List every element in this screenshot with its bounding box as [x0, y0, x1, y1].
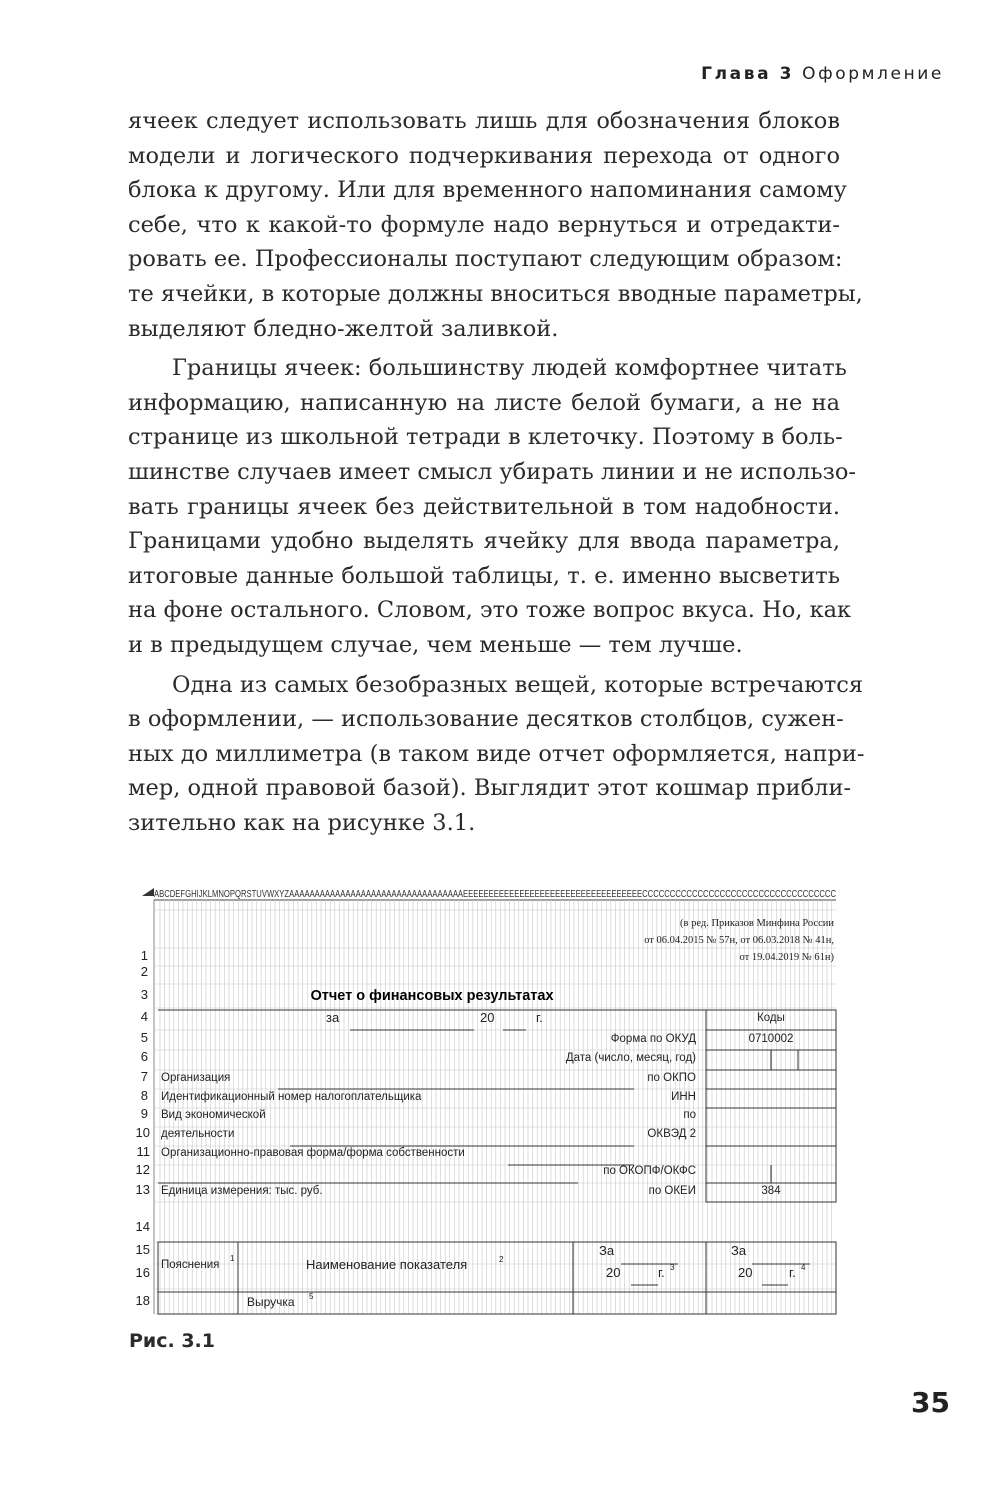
period-for-label: за	[326, 1010, 340, 1025]
paragraph	[128, 351, 857, 662]
indicator-column-header: Наименование показателя	[306, 1257, 468, 1272]
paragraph	[128, 104, 863, 346]
text-line: ровать ее. Профессионалы поступают следующим образом:	[128, 246, 843, 273]
chapter-title: Оформление	[802, 64, 944, 84]
text-line: вать границы ячеек без действительной в том надобности.	[128, 493, 840, 520]
row-number: 10	[135, 1125, 150, 1140]
codes-header: Коды	[757, 1012, 785, 1024]
row-number: 2	[140, 964, 148, 979]
amendment-note-line: от 19.04.2019 № 61н)	[739, 952, 834, 963]
footnote-mark: 4	[801, 1263, 806, 1272]
period-col-1-for: За	[599, 1243, 615, 1258]
page-number: 35	[911, 1386, 950, 1419]
text-line: выделяют бледно-желтой заливкой.	[128, 315, 559, 342]
chapter-label: Глава 3	[701, 64, 795, 84]
period-col-1-suffix: г.	[658, 1265, 665, 1280]
text-line: зительно как на рисунке 3.1.	[128, 809, 476, 836]
report-title: Отчет о финансовых результатах	[310, 988, 554, 1004]
footnote-mark: 5	[309, 1292, 314, 1301]
row-number: 5	[140, 1030, 148, 1045]
okei-label: по ОКЕИ	[648, 1185, 696, 1197]
row-number: 14	[135, 1219, 150, 1234]
okved-label-bottom: ОКВЭД 2	[647, 1128, 696, 1140]
select-all-corner	[142, 888, 154, 896]
organization-label: Организация	[161, 1072, 231, 1084]
text-line: информацию, написанную на листе белой бумаги, а не на	[128, 389, 840, 416]
figure-caption: Рис. 3.1	[129, 1330, 215, 1352]
row-number: 18	[135, 1293, 150, 1308]
text-line: и в предыдущем случае, чем меньше — тем лучше.	[128, 631, 743, 658]
row-number: 11	[136, 1144, 150, 1159]
text-line: ных до миллиметра (в таком виде отчет оформляется, напри-	[128, 740, 865, 767]
text-line: Одна из самых безобразных вещей, которые встречаются	[172, 671, 864, 698]
footnote-mark: 1	[230, 1254, 235, 1263]
text-line: итоговые данные большой таблицы, т. е. именно высветить	[128, 562, 840, 589]
amendment-note-line: от 06.04.2015 № 57н, от 06.03.2018 № 41н,	[644, 935, 834, 946]
period-col-1-year: 20	[606, 1265, 621, 1280]
text-line: странице из школьной тетради в клеточку. Поэтому в боль-	[128, 424, 843, 451]
row-number: 7	[140, 1069, 148, 1084]
row-number: 13	[135, 1182, 150, 1197]
okud-label: Форма по ОКУД	[610, 1033, 696, 1045]
row-number: 15	[135, 1242, 150, 1257]
text-line: мер, одной правовой базой). Выглядит этот кошмар прибли-	[128, 775, 852, 802]
text-line: Границы ячеек: большинству людей комфортнее читать	[172, 355, 847, 382]
period-year-label: 20	[480, 1010, 495, 1025]
activity-label-top: Вид экономической	[161, 1109, 266, 1121]
okved-label-top: по	[683, 1109, 696, 1121]
text-line: Границами удобно выделять ячейку для ввода параметра,	[128, 528, 840, 555]
period-col-2-year: 20	[738, 1265, 753, 1280]
row-number: 8	[140, 1088, 148, 1103]
inn-description-label: Идентификационный номер налогоплательщика	[161, 1091, 422, 1103]
okud-code: 0710002	[748, 1033, 794, 1045]
notes-column-header: Пояснения	[161, 1259, 220, 1271]
text-line: себе, что к какой-то формуле надо вернуться и отредакти-	[128, 211, 840, 238]
text-line: в оформлении, — использование десятков столбцов, сужен-	[128, 706, 844, 733]
okei-code: 384	[761, 1185, 781, 1197]
legal-form-label: Организационно-правовая форма/форма собственности	[161, 1147, 465, 1159]
spreadsheet-figure	[128, 886, 840, 1316]
paragraph	[128, 668, 865, 841]
body-text	[128, 104, 865, 845]
row-number: 1	[140, 948, 148, 963]
date-label: Дата (число, месяц, год)	[565, 1052, 696, 1064]
revenue-label: Выручка	[247, 1295, 295, 1309]
amendment-note-line: (в ред. Приказов Минфина России	[680, 918, 834, 929]
column-header-letters: ABCDEFGHIJKLMNOPQRSTUVWXYZAAAAAAAAAAAAAAAAAAAAAAAAAAAAAAAAAAEEEEEEEEEEEEEEEEEEEEEEEEEEEEEEEEEEECCCCCCCCCCCCCCCCCCCCCCCCCCCCCCCCCCC	[154, 888, 837, 900]
text-line: шинстве случаев имеет смысл убирать линии и не использо-	[128, 458, 857, 485]
footnote-mark: 3	[670, 1263, 675, 1272]
row-number: 12	[135, 1162, 150, 1177]
row-number: 16	[135, 1265, 150, 1280]
text-line: модели и логического подчеркивания перехода от одного	[128, 142, 840, 169]
okpo-label: по ОКПО	[647, 1072, 696, 1084]
spreadsheet-image	[128, 886, 840, 1316]
row-number: 6	[140, 1049, 148, 1064]
row-number: 9	[140, 1106, 148, 1121]
unit-label: Единица измерения: тыс. руб.	[161, 1185, 323, 1197]
inn-label: ИНН	[671, 1091, 696, 1103]
okopf-label: по ОКОПФ/ОКФС	[603, 1165, 696, 1177]
footnote-mark: 2	[499, 1255, 504, 1264]
text-line: блока к другому. Или для временного напоминания самому	[128, 177, 847, 204]
text-line: те ячейки, в которые должны вноситься вводные параметры,	[128, 280, 863, 307]
text-line: на фоне остального. Словом, это тоже вопрос вкуса. Но, как	[128, 597, 852, 624]
text-line: ячеек следует использовать лишь для обозначения блоков	[128, 108, 840, 134]
running-head	[701, 64, 944, 84]
period-col-2-suffix: г.	[789, 1265, 796, 1280]
row-number: 3	[140, 987, 148, 1002]
activity-label-bottom: деятельности	[161, 1128, 235, 1140]
period-col-2-for: За	[731, 1243, 747, 1258]
row-number: 4	[140, 1009, 148, 1024]
period-suffix-label: г.	[536, 1010, 543, 1025]
